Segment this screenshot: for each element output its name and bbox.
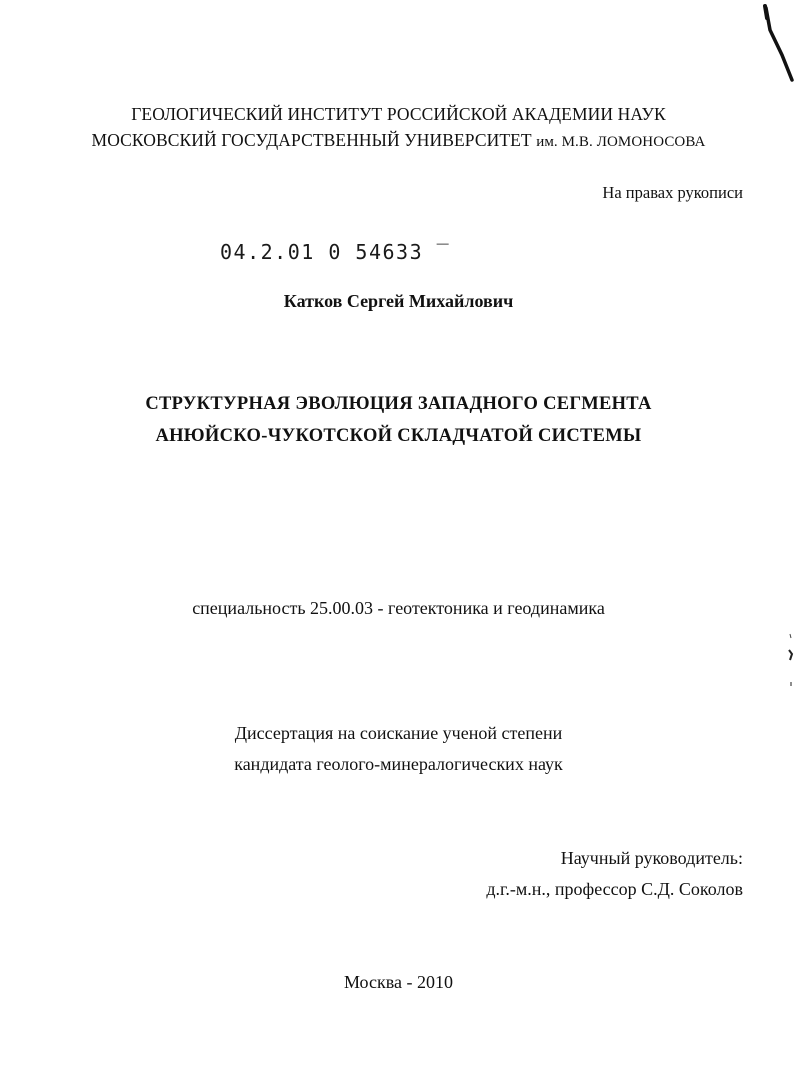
- institute-line-2-suffix: им. М.В. ЛОМОНОСОВА: [536, 134, 706, 150]
- specialty: специальность 25.00.03 - геотектоника и геодинамика: [192, 598, 605, 618]
- dissertation-degree-line-2: кандидата геолого-минералогических наук: [234, 754, 563, 774]
- dissertation-degree-line-1: Диссертация на соискание ученой степени: [234, 723, 563, 743]
- city-year: Москва - 2010: [344, 972, 453, 992]
- dissertation-title-line-2: АНЮЙСКО-ЧУКОТСКОЙ СКЛАДЧАТОЙ СИСТЕМЫ: [155, 426, 642, 446]
- scan-mark-top: [752, 0, 797, 90]
- scan-mark-side: [782, 630, 797, 700]
- supervisor-name: д.г.-м.н., профессор С.Д. Соколов: [486, 879, 743, 899]
- supervisor-label: Научный руководитель:: [560, 848, 743, 868]
- dissertation-title-line-1: СТРУКТУРНАЯ ЭВОЛЮЦИЯ ЗАПАДНОГО СЕГМЕНТА: [145, 394, 652, 414]
- registration-number: 04.2.01 0 54633 ‾: [220, 240, 451, 264]
- institute-line-2: [0, 129, 797, 153]
- manuscript-note: На правах рукописи: [602, 183, 743, 202]
- institute-line-1: ГЕОЛОГИЧЕСКИЙ ИНСТИТУТ РОССИЙСКОЙ АКАДЕМИИ НАУК: [131, 104, 666, 124]
- author-name: Катков Сергей Михайлович: [283, 291, 514, 311]
- institute-line-2-main: МОСКОВСКИЙ ГОСУДАРСТВЕННЫЙ УНИВЕРСИТЕТ: [91, 130, 532, 150]
